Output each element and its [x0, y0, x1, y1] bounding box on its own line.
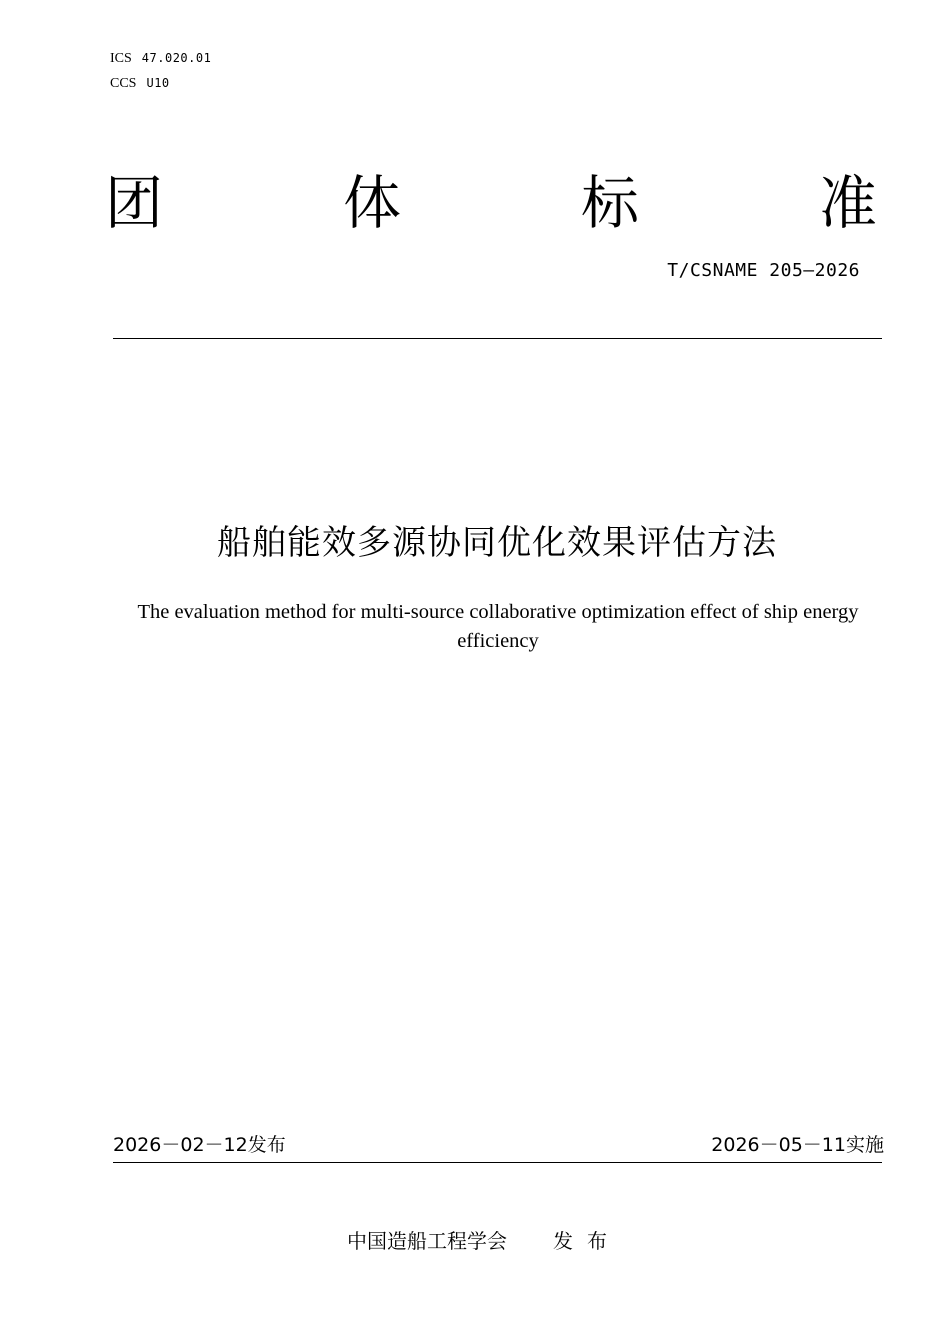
publisher-action: 发布 — [553, 1229, 621, 1253]
publisher-name: 中国造船工程学会 — [347, 1229, 507, 1253]
document-type-heading — [105, 168, 877, 238]
issue-date: 2026－02－12 — [113, 1134, 248, 1156]
publisher-block — [347, 1226, 621, 1256]
ccs-label: CCS — [110, 76, 137, 91]
ccs-row — [110, 71, 211, 96]
standard-number: T/CSNAME 205—2026 — [667, 260, 860, 281]
classification-codes — [110, 46, 211, 96]
issue-date-block — [113, 1131, 286, 1159]
implementation-date: 2026－05－11 — [711, 1134, 846, 1156]
ics-row — [110, 46, 211, 71]
doc-type-char: 团 — [105, 169, 164, 237]
ics-label: ICS — [110, 51, 132, 66]
implementation-date-block — [711, 1131, 884, 1159]
ccs-code: U10 — [146, 76, 170, 90]
ics-code: 47.020.01 — [141, 51, 212, 65]
doc-type-char: 标 — [580, 169, 639, 237]
doc-type-char: 体 — [342, 169, 401, 237]
doc-type-char: 准 — [818, 169, 877, 237]
top-divider — [113, 338, 882, 339]
issue-label: 发布 — [247, 1134, 286, 1156]
bottom-divider — [113, 1162, 882, 1163]
title-chinese: 船舶能效多源协同优化效果评估方法 — [217, 523, 777, 563]
title-english: The evaluation method for multi-source collaborative optimization effect of ship energy efficiency — [137, 601, 859, 652]
implementation-label: 实施 — [845, 1134, 884, 1156]
